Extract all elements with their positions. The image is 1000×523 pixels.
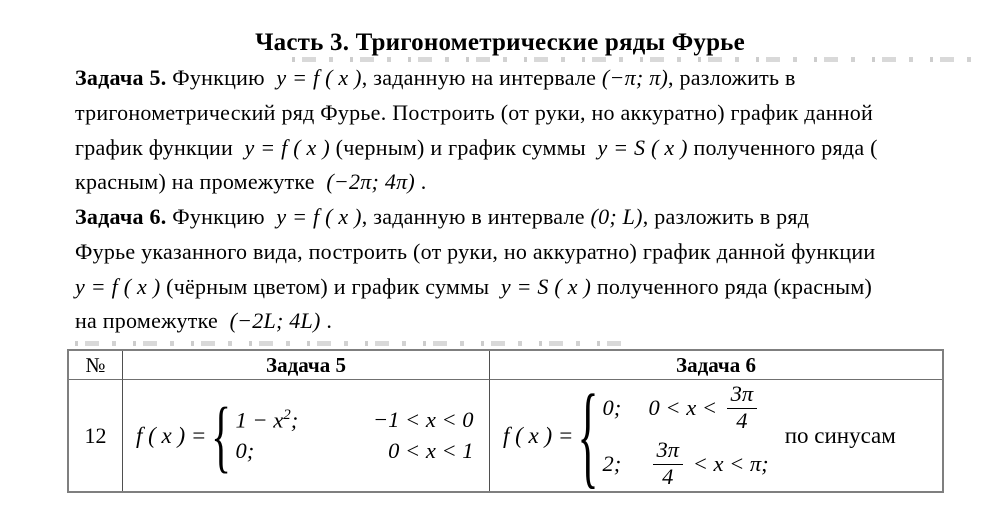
math-inline: y = S ( x ) <box>597 134 688 160</box>
condition-text: 0 < x < <box>648 394 723 420</box>
text-run: , разложить в <box>668 65 796 90</box>
expression-exponent: 2 <box>283 406 291 423</box>
left-brace: { <box>577 370 599 498</box>
piecewise-cases <box>236 407 474 465</box>
math-inline: y = S ( x ) <box>500 273 592 299</box>
fraction <box>727 382 758 433</box>
expression-text: 1 − x <box>235 407 284 433</box>
case-condition: −1 < x < 0 <box>372 407 474 432</box>
fraction-numerator: 3π <box>727 382 758 408</box>
text-run: Фурье указанного вида, построить (от руки, но аккуратно) график данной функции <box>75 238 876 264</box>
page-title: Часть 3. Тригонометрические ряды Фурье <box>255 29 745 56</box>
text-run: , заданную в интервале <box>361 204 591 229</box>
text-run: график функции <box>75 134 245 160</box>
text-run: Функцию <box>166 204 277 229</box>
table-header-task5: Задача 5 <box>123 351 490 380</box>
case-expression: 2; <box>602 450 622 476</box>
text-run: полученного ряда ( <box>687 134 878 160</box>
math-inline: y = f ( x ) <box>244 134 330 160</box>
case-condition <box>649 438 769 489</box>
text-run: тригонометрический ряд Фурье. Построить (от руки, но аккуратно) график данной <box>75 99 874 125</box>
text-run: Задача 6. <box>75 204 167 229</box>
series-type-note: по синусам <box>784 422 896 448</box>
text-run: Функцию <box>166 65 277 90</box>
text-run: красным) на промежутке <box>75 169 327 195</box>
paragraph-task5 <box>75 61 878 200</box>
fraction-denominator: 4 <box>736 407 748 433</box>
math-inline: y = f ( x ) <box>276 204 362 229</box>
text-run: , заданную на интервале <box>361 65 602 90</box>
case-expression <box>236 438 344 464</box>
case-condition <box>649 382 762 433</box>
text-run: (чёрным цветом) и график суммы <box>160 273 501 299</box>
text-run: (черным) и график суммы <box>329 134 598 160</box>
math-inline: (−π; π) <box>601 65 669 90</box>
expression-tail: ; <box>290 407 299 433</box>
case-row <box>603 383 769 433</box>
paragraph-line <box>75 165 878 200</box>
left-brace: { <box>211 390 232 480</box>
condition-text: < x < π; <box>687 450 769 476</box>
paragraph-line <box>75 270 875 305</box>
math-inline: y = f ( x ) <box>75 273 161 299</box>
text-run: на промежутке <box>75 308 230 334</box>
function-lhs: f ( x ) = <box>503 422 574 448</box>
paragraph-line <box>75 200 875 235</box>
math-inline: (−2L; 4L) <box>229 308 321 334</box>
paragraph-line <box>75 131 878 166</box>
fraction-denominator: 4 <box>662 463 674 489</box>
variant-table <box>67 349 944 498</box>
paragraph-line <box>75 96 878 131</box>
task6-formula-cell <box>490 370 942 498</box>
case-expression <box>236 407 344 434</box>
paragraph-line <box>75 61 878 96</box>
paragraph-line <box>75 235 875 270</box>
piecewise-cases <box>603 383 769 489</box>
fraction <box>653 438 684 489</box>
text-run: , разложить в ряд <box>642 204 810 229</box>
paragraph-task6 <box>75 200 875 339</box>
function-lhs: f ( x ) = <box>136 422 207 448</box>
case-row <box>603 439 769 489</box>
math-inline: (0; L) <box>590 204 643 229</box>
text-run: полученного ряда (красным) <box>591 273 873 299</box>
paragraph-line <box>75 304 875 339</box>
table-header-num: № <box>69 351 123 380</box>
case-condition: 0 < x < 1 <box>388 438 474 464</box>
variant-number-cell: 12 <box>69 380 123 491</box>
text-run: . <box>320 308 333 334</box>
fraction-numerator: 3π <box>653 438 684 464</box>
text-run: . <box>414 169 427 195</box>
text-run: Задача 5. <box>75 65 167 90</box>
math-inline: (−2π; 4π) <box>326 169 415 195</box>
table-header-task6: Задача 6 <box>490 351 942 380</box>
expression-text: 0; <box>235 438 255 464</box>
case-expression: 0; <box>602 394 622 420</box>
task5-formula-cell <box>123 380 490 491</box>
clipped-text-artifact-above-table <box>75 341 627 346</box>
math-inline: y = f ( x ) <box>276 65 362 90</box>
